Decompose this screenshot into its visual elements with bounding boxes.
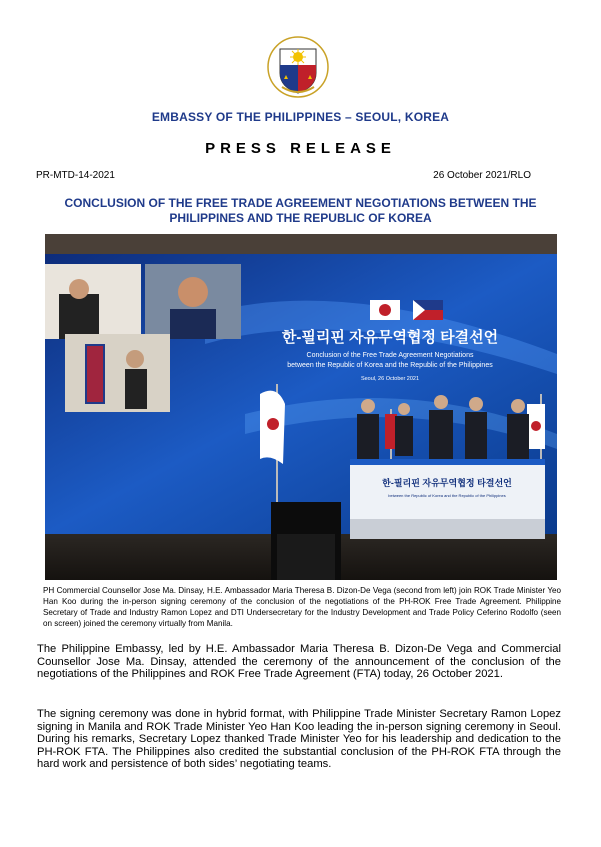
embassy-heading: EMBASSY OF THE PHILIPPINES – SEOUL, KOREA: [151, 110, 450, 124]
photo-caption: PH Commercial Counsellor Jose Ma. Dinsay, H.E. Ambassador Maria Theresa B. Dizon-De Vega (second from left) join ROK Trade Minister Yeo Han Koo during the in-person signing ceremony of the conclusion of the negotiations of the PH-ROK Free Trade Agreement. Philippine Secretary of Trade and Industry Ramon Lopez and DTI Undersecretary for the Industry Development and Trade Policy Ceferino Rodolfo (seen on screen) joined the ceremony virtually from Manila.: [43, 586, 561, 628]
screen-date: Seoul, 26 October 2021: [360, 376, 420, 382]
screen-korean-title: 한-필리핀 자유무역협정 타결선언: [281, 329, 499, 346]
philippine-seal-icon: [266, 35, 330, 99]
screen-english-line-1: Conclusion of the Free Trade Agreement Negotiations: [306, 352, 474, 359]
podium-korean-title: 한-필리핀 자유무역협정 타결선언: [382, 478, 512, 488]
screen-english-line-2: between the Republic of Korea and the Republic of the Philippines: [287, 362, 493, 369]
podium-english-line: between the Republic of Korea and the Republic of the Philippines: [388, 493, 506, 498]
release-title: CONCLUSION OF THE FREE TRADE AGREEMENT NEGOTIATIONS BETWEEN THE PHILIPPINES AND THE REPUBLIC OF KOREA: [64, 196, 537, 225]
press-release-heading: PRESS RELEASE: [205, 140, 396, 157]
reference-number: PR-MTD-14-2021: [36, 170, 115, 181]
body-paragraph-2: The signing ceremony was done in hybrid format, with Philippine Trade Minister Secretary Ramon Lopez signing in Manila and ROK Trade Minister Yeo Han Koo leading the in-person signing ceremony in Seoul. During his remarks, Secretary Lopez thanked Trade Minister Yeo for his leadership and dedication to the PH-ROK FTA. The Philippines also credited the substantial conclusion of the PH-ROK FTA through the hard work and persistence of both sides’ negotiating teams.: [37, 708, 561, 770]
ceremony-photo-illustration: [45, 234, 557, 580]
body-paragraph-1: The Philippine Embassy, led by H.E. Ambassador Maria Theresa B. Dizon-De Vega and Commercial Counsellor Jose Ma. Dinsay, attended the ceremony of the announcement of the conclusion of the negotiations of the Philippines and ROK Free Trade Agreement (FTA) today, 26 October 2021.: [37, 643, 561, 680]
release-date: 26 October 2021/RLO: [433, 170, 531, 181]
ceremony-photo: [45, 234, 557, 580]
